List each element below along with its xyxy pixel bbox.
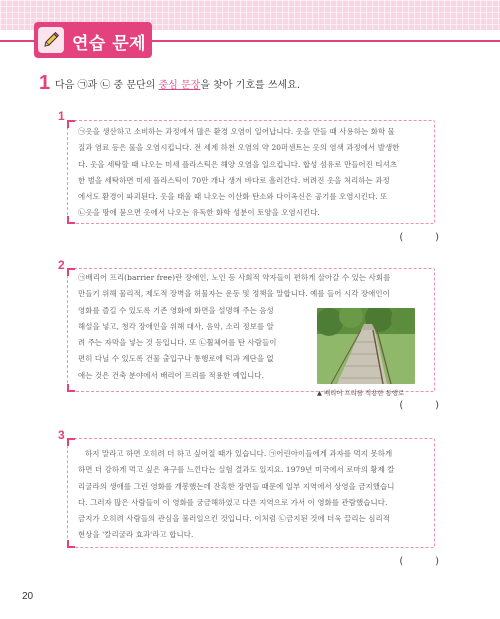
passage-line: 질과 염료 등은 물을 오염시킵니다. 전 세계 하천 오염의 약 20퍼센트는 옷의 염색 과정에서 발생한 [78, 143, 400, 153]
page-number: 20 [22, 591, 34, 602]
passage-line: 금지가 오히려 사람들의 관심을 불러일으킨 것입니다. 이처럼 ㉡금지된 것에 더욱 끌리는 심리적 [78, 514, 390, 524]
passage-line: 하면 더 강하게 먹고 싶은 욕구를 느낀다는 실험 결과도 있지요. 1979년 미국에서 로마의 황제 칼 [78, 465, 395, 475]
passage-line: ㉠배리어 프리(barrier free)란 장애인, 노인 등 사회적 약자들이 편하게 살아갈 수 있는 사회를 [78, 273, 391, 282]
passage-line: 한 벌을 세탁하면 미세 플라스틱이 70만 개나 생겨 바다로 흘러간다. 버려진 옷을 처리하는 과정 [78, 175, 390, 185]
passage-line: 영화를 즐길 수 있도록 기존 영화에 화면을 설명해 주는 음성 [78, 305, 274, 315]
answer-blank-2[interactable]: ( ) [399, 400, 439, 411]
passage-line: 다. 옷을 세탁할 때 나오는 미세 플라스틱은 해양 오염을 일으킵니다. 합성 섬유로 만들어진 티셔츠 [78, 159, 398, 169]
passage-section-3 [55, 424, 467, 574]
passage-line: 에서도 환경이 파괴된다. 옷을 태울 때 나오는 이산화 탄소와 다이옥신은 공기를 오염시킨다. 또 [78, 192, 388, 202]
section-title-bar [0, 20, 500, 60]
passage-line: 하지 말라고 하면 오히려 더 하고 싶어질 때가 있습니다. ㉠어린아이들에게 과자를 먹지 못하게 [85, 449, 393, 458]
passage-line: 다. 그러자 많은 사람들이 이 영화를 궁금해하였고 다른 지역으로 가서 이 영화를 관람했습니다. [78, 497, 388, 507]
page-title: 연습 문제 [72, 34, 147, 54]
passage-line: 려 주는 자막을 넣는 것 등입니다. 또 ㉡휠체어를 탄 사람들이 [78, 338, 277, 348]
barrier-free-walkway-photo [317, 308, 415, 384]
question-text-before: 다음 ㉠과 ㉡ 중 문단의 [55, 80, 159, 91]
passage-section-2 [55, 258, 467, 418]
question-text [55, 76, 300, 91]
passage-line: 리굴라의 생애를 그린 영화를 개봉했는데 잔혹한 장면들 때문에 일부 지역에서 상영을 금지했습니 [78, 481, 395, 491]
photo-caption: ▲ 배리어 프리를 적용한 통행로 [317, 389, 405, 397]
passage-line: 해설을 넣고, 청각 장애인을 위해 대사, 음악, 소리 정보를 알 [78, 321, 274, 331]
passage-line: ㉠옷을 생산하고 소비하는 과정에서 많은 환경 오염이 일어납니다. 옷을 만들 때 사용하는 화학 물 [78, 127, 395, 136]
passage-line: 현상을 '칼리굴라 효과'라고 합니다. [78, 530, 194, 540]
passage-line: ㉡옷을 땅에 묻으면 옷에서 나오는 유독한 화학 성분이 토양을 오염시킨다. [78, 208, 320, 218]
passage-line: 애는 것은 건축 분야에서 배리어 프리를 적용한 예입니다. [78, 370, 265, 380]
pencil-icon [38, 27, 64, 53]
passage-label-1: 1 [58, 109, 65, 123]
answer-blank-3[interactable]: ( ) [399, 556, 439, 567]
question-text-after: 을 찾아 기호를 쓰세요. [200, 80, 300, 91]
passage-line: 편히 다닐 수 있도록 건물 출입구나 통행로에 턱과 계단을 없 [78, 354, 274, 364]
title-box [34, 22, 152, 58]
frame-corner [67, 216, 75, 224]
frame-corner [67, 540, 75, 548]
frame-corner [67, 384, 75, 392]
passage-line: 만들기 위해 물리적, 제도적 장벽을 허물자는 운동 및 정책을 말합니다. 예를 들어 시각 장애인이 [78, 289, 390, 299]
passage-label-2: 2 [58, 258, 65, 272]
passage-label-3: 3 [58, 428, 65, 442]
passage-text-1 [78, 124, 430, 222]
passage-section-1 [55, 109, 467, 252]
frame-corner [67, 120, 75, 128]
question-highlight: 중심 문장 [158, 80, 201, 91]
frame-corner [67, 268, 75, 276]
passage-text-3 [78, 446, 430, 544]
answer-blank-1[interactable]: ( ) [399, 232, 439, 243]
frame-corner [67, 438, 75, 446]
question-number: 1 [39, 72, 51, 94]
